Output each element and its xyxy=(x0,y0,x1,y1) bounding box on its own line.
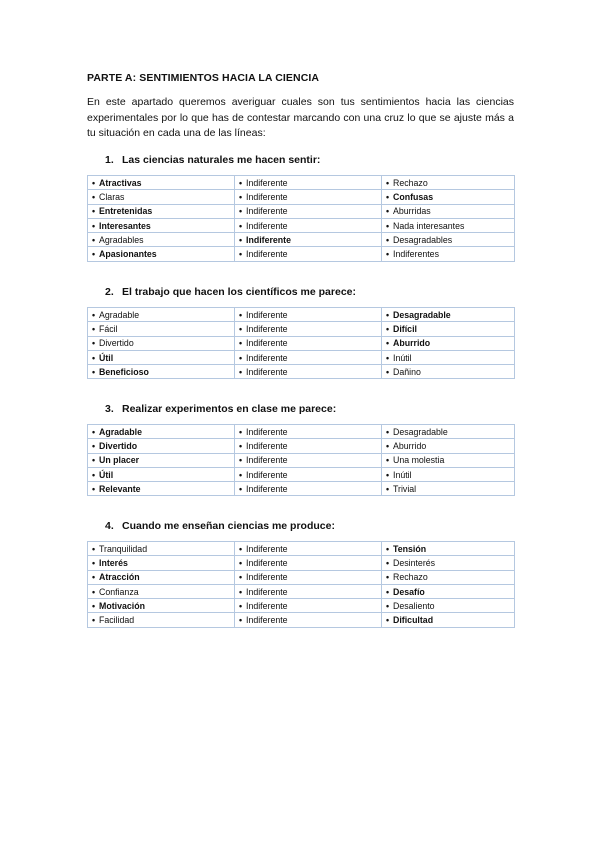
bullet-icon: • xyxy=(239,426,243,437)
bullet-icon: • xyxy=(239,323,243,334)
option-cell[interactable] xyxy=(382,176,515,190)
bullet-icon: • xyxy=(239,455,243,466)
option-cell[interactable] xyxy=(235,482,382,496)
option-label: Indiferente xyxy=(246,338,288,349)
bullet-icon: • xyxy=(386,615,390,626)
bullet-icon: • xyxy=(92,366,96,377)
option-cell[interactable] xyxy=(88,308,235,322)
option-cell[interactable] xyxy=(235,204,382,218)
table-row xyxy=(88,350,515,364)
bullet-icon: • xyxy=(386,220,390,231)
option-label: Indiferente xyxy=(246,440,288,451)
option-cell[interactable] xyxy=(88,365,235,379)
bullet-icon: • xyxy=(92,586,96,597)
option-cell[interactable] xyxy=(235,425,382,439)
bullet-icon: • xyxy=(386,206,390,217)
option-label: Aburridas xyxy=(393,206,431,217)
bullet-icon: • xyxy=(239,572,243,583)
option-label: Inútil xyxy=(393,352,412,363)
table-row xyxy=(88,570,515,584)
option-label: Indiferente xyxy=(246,586,288,597)
bullet-icon: • xyxy=(92,309,96,320)
option-label: Aburrido xyxy=(393,338,431,349)
option-label: Indiferente xyxy=(246,483,288,494)
option-cell[interactable] xyxy=(382,613,515,627)
option-label: Indiferente xyxy=(246,615,288,626)
bullet-icon: • xyxy=(92,426,96,437)
bullet-icon: • xyxy=(92,177,96,188)
option-label: Un placer xyxy=(99,455,140,466)
option-cell[interactable] xyxy=(88,176,235,190)
options-table-3 xyxy=(87,424,515,496)
option-cell[interactable] xyxy=(235,336,382,350)
bullet-icon: • xyxy=(239,600,243,611)
option-cell[interactable] xyxy=(382,247,515,261)
option-label: Desaliento xyxy=(393,600,435,611)
option-cell[interactable] xyxy=(382,204,515,218)
table-row xyxy=(88,365,515,379)
option-label: Indiferente xyxy=(246,234,291,245)
option-cell[interactable] xyxy=(88,570,235,584)
options-table-1 xyxy=(87,175,515,262)
option-label: Indiferente xyxy=(246,600,288,611)
bullet-icon: • xyxy=(386,543,390,554)
option-cell[interactable] xyxy=(382,365,515,379)
intro-paragraph: En este apartado queremos averiguar cuales son tus sentimientos hacia las ciencias experimentales por lo que has de contestar marcando con una cruz lo que se ajuste más a tu situación en cada una de las líneas: xyxy=(87,96,514,140)
bullet-icon: • xyxy=(239,206,243,217)
bullet-icon: • xyxy=(92,323,96,334)
option-label: Indiferente xyxy=(246,220,288,231)
option-label: Útil xyxy=(99,469,114,480)
bullet-icon: • xyxy=(92,338,96,349)
bullet-icon: • xyxy=(239,543,243,554)
option-label: Atracción xyxy=(99,572,140,583)
question-text: Las ciencias naturales me hacen sentir: xyxy=(122,154,321,166)
option-cell[interactable] xyxy=(235,599,382,613)
option-cell[interactable] xyxy=(382,233,515,247)
bullet-icon: • xyxy=(386,426,390,437)
options-table-2 xyxy=(87,307,515,379)
option-label: Indiferente xyxy=(246,191,288,202)
option-cell[interactable] xyxy=(88,482,235,496)
option-label: Indiferente xyxy=(246,557,288,568)
option-cell[interactable] xyxy=(382,556,515,570)
option-label: Dificultad xyxy=(393,615,434,626)
option-cell[interactable] xyxy=(88,247,235,261)
option-cell[interactable] xyxy=(88,233,235,247)
bullet-icon: • xyxy=(239,440,243,451)
option-label: Apasionantes xyxy=(99,249,157,260)
option-cell[interactable] xyxy=(88,542,235,556)
option-label: Trivial xyxy=(393,483,417,494)
option-cell[interactable] xyxy=(382,218,515,232)
option-cell[interactable] xyxy=(382,308,515,322)
option-cell[interactable] xyxy=(88,613,235,627)
option-cell[interactable] xyxy=(235,613,382,627)
option-label: Atractivas xyxy=(99,177,142,188)
option-label: Agradables xyxy=(99,234,144,245)
option-cell[interactable] xyxy=(235,570,382,584)
option-label: Divertido xyxy=(99,440,138,451)
option-cell[interactable] xyxy=(235,233,382,247)
question-2-title xyxy=(105,286,356,298)
option-label: Indiferente xyxy=(246,572,288,583)
option-label: Desinterés xyxy=(393,557,436,568)
bullet-icon: • xyxy=(239,469,243,480)
options-table-4 xyxy=(87,541,515,628)
bullet-icon: • xyxy=(386,600,390,611)
option-cell[interactable] xyxy=(235,467,382,481)
bullet-icon: • xyxy=(92,557,96,568)
bullet-icon: • xyxy=(92,615,96,626)
option-cell[interactable] xyxy=(88,336,235,350)
option-label: Desagradable xyxy=(393,426,448,437)
option-label: Indiferentes xyxy=(393,249,439,260)
bullet-icon: • xyxy=(239,366,243,377)
option-cell[interactable] xyxy=(88,467,235,481)
bullet-icon: • xyxy=(92,220,96,231)
option-cell[interactable] xyxy=(382,584,515,598)
option-label: Confianza xyxy=(99,586,139,597)
bullet-icon: • xyxy=(239,586,243,597)
bullet-icon: • xyxy=(386,455,390,466)
table-row xyxy=(88,542,515,556)
option-label: Motivación xyxy=(99,600,145,611)
table-row xyxy=(88,467,515,481)
table-row xyxy=(88,218,515,232)
table-row xyxy=(88,308,515,322)
bullet-icon: • xyxy=(386,440,390,451)
bullet-icon: • xyxy=(386,572,390,583)
bullet-icon: • xyxy=(239,352,243,363)
bullet-icon: • xyxy=(386,323,390,334)
question-text: Cuando me enseñan ciencias me produce: xyxy=(122,520,335,532)
table-row xyxy=(88,322,515,336)
option-cell[interactable] xyxy=(235,542,382,556)
question-number: 3. xyxy=(105,403,114,415)
option-cell[interactable] xyxy=(382,599,515,613)
option-cell[interactable] xyxy=(88,599,235,613)
question-text: El trabajo que hacen los científicos me parece: xyxy=(122,286,356,298)
option-cell[interactable] xyxy=(382,322,515,336)
option-cell[interactable] xyxy=(382,350,515,364)
option-label: Indiferente xyxy=(246,352,288,363)
option-cell[interactable] xyxy=(88,204,235,218)
option-label: Desagradables xyxy=(393,234,453,245)
bullet-icon: • xyxy=(92,206,96,217)
bullet-icon: • xyxy=(92,440,96,451)
bullet-icon: • xyxy=(92,469,96,480)
option-cell[interactable] xyxy=(88,322,235,336)
option-cell[interactable] xyxy=(235,365,382,379)
question-number: 2. xyxy=(105,286,114,298)
option-label: Indiferente xyxy=(246,366,288,377)
option-cell[interactable] xyxy=(382,467,515,481)
bullet-icon: • xyxy=(92,572,96,583)
option-cell[interactable] xyxy=(382,570,515,584)
option-cell[interactable] xyxy=(235,190,382,204)
bullet-icon: • xyxy=(386,177,390,188)
option-cell[interactable] xyxy=(88,350,235,364)
question-4-title xyxy=(105,520,335,532)
option-label: Indiferente xyxy=(246,455,288,466)
bullet-icon: • xyxy=(239,191,243,202)
bullet-icon: • xyxy=(92,543,96,554)
option-cell[interactable] xyxy=(235,556,382,570)
option-label: Desafío xyxy=(393,586,425,597)
question-text: Realizar experimentos en clase me parece: xyxy=(122,403,337,415)
option-label: Indiferente xyxy=(246,309,288,320)
option-label: Entretenidas xyxy=(99,206,153,217)
table-row xyxy=(88,176,515,190)
option-cell[interactable] xyxy=(235,176,382,190)
option-cell[interactable] xyxy=(88,425,235,439)
option-cell[interactable] xyxy=(235,439,382,453)
option-label: Interés xyxy=(99,557,128,568)
option-label: Agradable xyxy=(99,426,143,437)
bullet-icon: • xyxy=(239,309,243,320)
bullet-icon: • xyxy=(239,557,243,568)
bullet-icon: • xyxy=(239,249,243,260)
bullet-icon: • xyxy=(239,220,243,231)
bullet-icon: • xyxy=(386,249,390,260)
option-label: Fácil xyxy=(99,323,118,334)
option-label: Confusas xyxy=(393,191,434,202)
option-cell[interactable] xyxy=(88,556,235,570)
question-number: 1. xyxy=(105,154,114,166)
option-cell[interactable] xyxy=(382,190,515,204)
option-cell[interactable] xyxy=(235,322,382,336)
option-label: Interesantes xyxy=(99,220,151,231)
bullet-icon: • xyxy=(239,338,243,349)
bullet-icon: • xyxy=(386,366,390,377)
option-cell[interactable] xyxy=(88,190,235,204)
option-cell[interactable] xyxy=(88,584,235,598)
question-number: 4. xyxy=(105,520,114,532)
option-cell[interactable] xyxy=(382,453,515,467)
option-label: Indiferente xyxy=(246,543,288,554)
bullet-icon: • xyxy=(239,234,243,245)
option-label: Difícil xyxy=(393,323,417,334)
option-label: Tensión xyxy=(393,543,427,554)
option-label: Nada interesantes xyxy=(393,220,465,231)
bullet-icon: • xyxy=(92,234,96,245)
option-label: Rechazo xyxy=(393,572,428,583)
bullet-icon: • xyxy=(386,586,390,597)
table-row xyxy=(88,556,515,570)
option-cell[interactable] xyxy=(88,439,235,453)
option-label: Indiferente xyxy=(246,206,288,217)
table-row xyxy=(88,204,515,218)
option-cell[interactable] xyxy=(235,247,382,261)
option-label: Aburrido xyxy=(393,440,427,451)
option-cell[interactable] xyxy=(235,453,382,467)
option-cell[interactable] xyxy=(235,308,382,322)
option-cell[interactable] xyxy=(382,542,515,556)
option-label: Facilidad xyxy=(99,615,135,626)
table-row xyxy=(88,233,515,247)
table-row xyxy=(88,190,515,204)
option-label: Indiferente xyxy=(246,469,288,480)
option-label: Indiferente xyxy=(246,426,288,437)
bullet-icon: • xyxy=(386,234,390,245)
option-label: Inútil xyxy=(393,469,412,480)
bullet-icon: • xyxy=(386,191,390,202)
bullet-icon: • xyxy=(92,249,96,260)
bullet-icon: • xyxy=(386,469,390,480)
table-row xyxy=(88,613,515,627)
table-row xyxy=(88,482,515,496)
option-cell[interactable] xyxy=(382,425,515,439)
option-cell[interactable] xyxy=(235,350,382,364)
bullet-icon: • xyxy=(92,455,96,466)
option-cell[interactable] xyxy=(382,439,515,453)
table-row xyxy=(88,247,515,261)
option-label: Agradable xyxy=(99,309,140,320)
option-label: Útil xyxy=(99,352,114,363)
option-label: Dañino xyxy=(393,366,421,377)
part-heading: PARTE A: SENTIMIENTOS HACIA LA CIENCIA xyxy=(87,72,320,84)
bullet-icon: • xyxy=(239,177,243,188)
question-1-title xyxy=(105,154,320,166)
table-row xyxy=(88,336,515,350)
bullet-icon: • xyxy=(92,483,96,494)
table-row xyxy=(88,453,515,467)
option-label: Beneficioso xyxy=(99,366,149,377)
table-row xyxy=(88,439,515,453)
bullet-icon: • xyxy=(239,615,243,626)
question-3-title xyxy=(105,403,336,415)
bullet-icon: • xyxy=(239,483,243,494)
table-row xyxy=(88,425,515,439)
option-cell[interactable] xyxy=(382,482,515,496)
option-cell[interactable] xyxy=(235,218,382,232)
bullet-icon: • xyxy=(386,338,390,349)
option-label: Indiferente xyxy=(246,177,288,188)
table-row xyxy=(88,599,515,613)
option-cell[interactable] xyxy=(88,453,235,467)
option-label: Divertido xyxy=(99,338,134,349)
option-label: Rechazo xyxy=(393,177,428,188)
option-label: Desagradable xyxy=(393,309,451,320)
bullet-icon: • xyxy=(386,309,390,320)
bullet-icon: • xyxy=(386,483,390,494)
option-cell[interactable] xyxy=(382,336,515,350)
option-label: Tranquilidad xyxy=(99,543,148,554)
option-label: Indiferente xyxy=(246,323,288,334)
option-cell[interactable] xyxy=(88,218,235,232)
option-label: Claras xyxy=(99,191,125,202)
bullet-icon: • xyxy=(92,352,96,363)
bullet-icon: • xyxy=(92,600,96,611)
option-cell[interactable] xyxy=(235,584,382,598)
table-row xyxy=(88,584,515,598)
bullet-icon: • xyxy=(386,352,390,363)
bullet-icon: • xyxy=(386,557,390,568)
option-label: Una molestia xyxy=(393,455,445,466)
option-label: Indiferente xyxy=(246,249,288,260)
bullet-icon: • xyxy=(92,191,96,202)
option-label: Relevante xyxy=(99,483,141,494)
